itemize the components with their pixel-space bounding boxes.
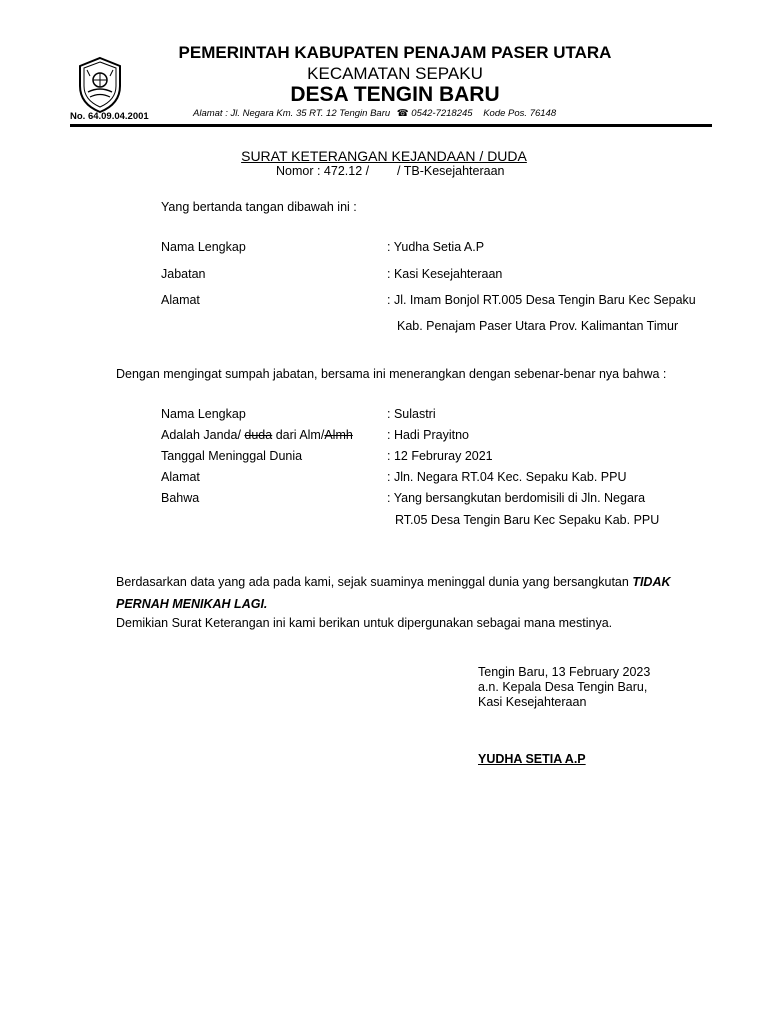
letterhead-district: KECAMATAN SEPAKU (307, 64, 483, 83)
document-number-suffix: / TB-Kesejahteraan (397, 164, 505, 178)
signer-name-value: : Yudha Setia A.P (387, 240, 485, 254)
signer-name-label: Nama Lengkap (161, 240, 246, 254)
signer-address-label: Alamat (161, 293, 200, 307)
letterhead-address: Alamat : Jl. Negara Km. 35 RT. 12 Tengin Baru (193, 108, 391, 119)
conclusion-text: Berdasarkan data yang ada pada kami, sejak suaminya meninggal dunia yang bersangkutan TIDAK (116, 575, 671, 589)
signature-on-behalf: a.n. Kepala Desa Tengin Baru, (478, 680, 648, 694)
letterhead-postal: Kode Pos. 76148 (483, 108, 557, 119)
document-number: Nomor : 472.12 / (276, 164, 370, 178)
conclusion-emphasis-2: PERNAH MENIKAH LAGI. (116, 597, 268, 611)
letterhead-code: No. 64.09.04.2001 (70, 111, 149, 122)
subject-note-value-2: RT.05 Desa Tengin Baru Kec Sepaku Kab. PPU (395, 513, 660, 527)
subject-note-value-1: : Yang bersangkutan berdomisili di Jln. Negara (387, 491, 646, 505)
signer-position-label: Jabatan (161, 267, 206, 281)
subject-death-value: : 12 Februray 2021 (387, 449, 493, 463)
statement-text: Dengan mengingat sumpah jabatan, bersama ini menerangkan dengan sebenar-benar nya bahwa : (116, 367, 667, 381)
conclusion-emphasis-1: TIDAK (632, 575, 671, 589)
subject-name-label: Nama Lengkap (161, 407, 246, 421)
letterhead-phone: 0542-7218245 (411, 108, 473, 119)
signature-name: YUDHA SETIA A.P (478, 752, 586, 766)
struck-duda: duda (244, 428, 273, 442)
signer-position-value: : Kasi Kesejahteraan (387, 267, 503, 281)
subject-death-label: Tanggal Meninggal Dunia (161, 449, 303, 463)
signer-address-value-1: : Jl. Imam Bonjol RT.005 Desa Tengin Baru Kec Sepaku (387, 293, 696, 307)
subject-status-label: Adalah Janda/ duda dari Alm/Almh (161, 428, 353, 442)
closing-text: Demikian Surat Keterangan ini kami berikan untuk dipergunakan sebagai mana mestinya. (116, 616, 613, 630)
signature-place-date: Tengin Baru, 13 February 2023 (478, 665, 651, 679)
subject-note-label: Bahwa (161, 491, 200, 505)
phone-icon: ☎ (396, 108, 409, 119)
letterhead-village: DESA TENGIN BARU (290, 83, 500, 106)
struck-almh: Almh (324, 428, 353, 442)
subject-address-value: : Jln. Negara RT.04 Kec. Sepaku Kab. PPU (387, 470, 627, 484)
regency-emblem-logo (76, 56, 124, 114)
signature-role: Kasi Kesejahteraan (478, 695, 587, 709)
subject-name-value: : Sulastri (387, 407, 436, 421)
letterhead-address-line (193, 108, 556, 119)
subject-status-value: : Hadi Prayitno (387, 428, 469, 442)
subject-address-label: Alamat (161, 470, 200, 484)
signer-address-value-2: Kab. Penajam Paser Utara Prov. Kalimantan Timur (397, 319, 679, 333)
letterhead-government: PEMERINTAH KABUPATEN PENAJAM PASER UTARA (178, 43, 612, 62)
document-title: SURAT KETERANGAN KEJANDAAN / DUDA (241, 148, 527, 164)
intro-text: Yang bertanda tangan dibawah ini : (161, 200, 357, 214)
letterhead-rule-thick (70, 124, 712, 127)
